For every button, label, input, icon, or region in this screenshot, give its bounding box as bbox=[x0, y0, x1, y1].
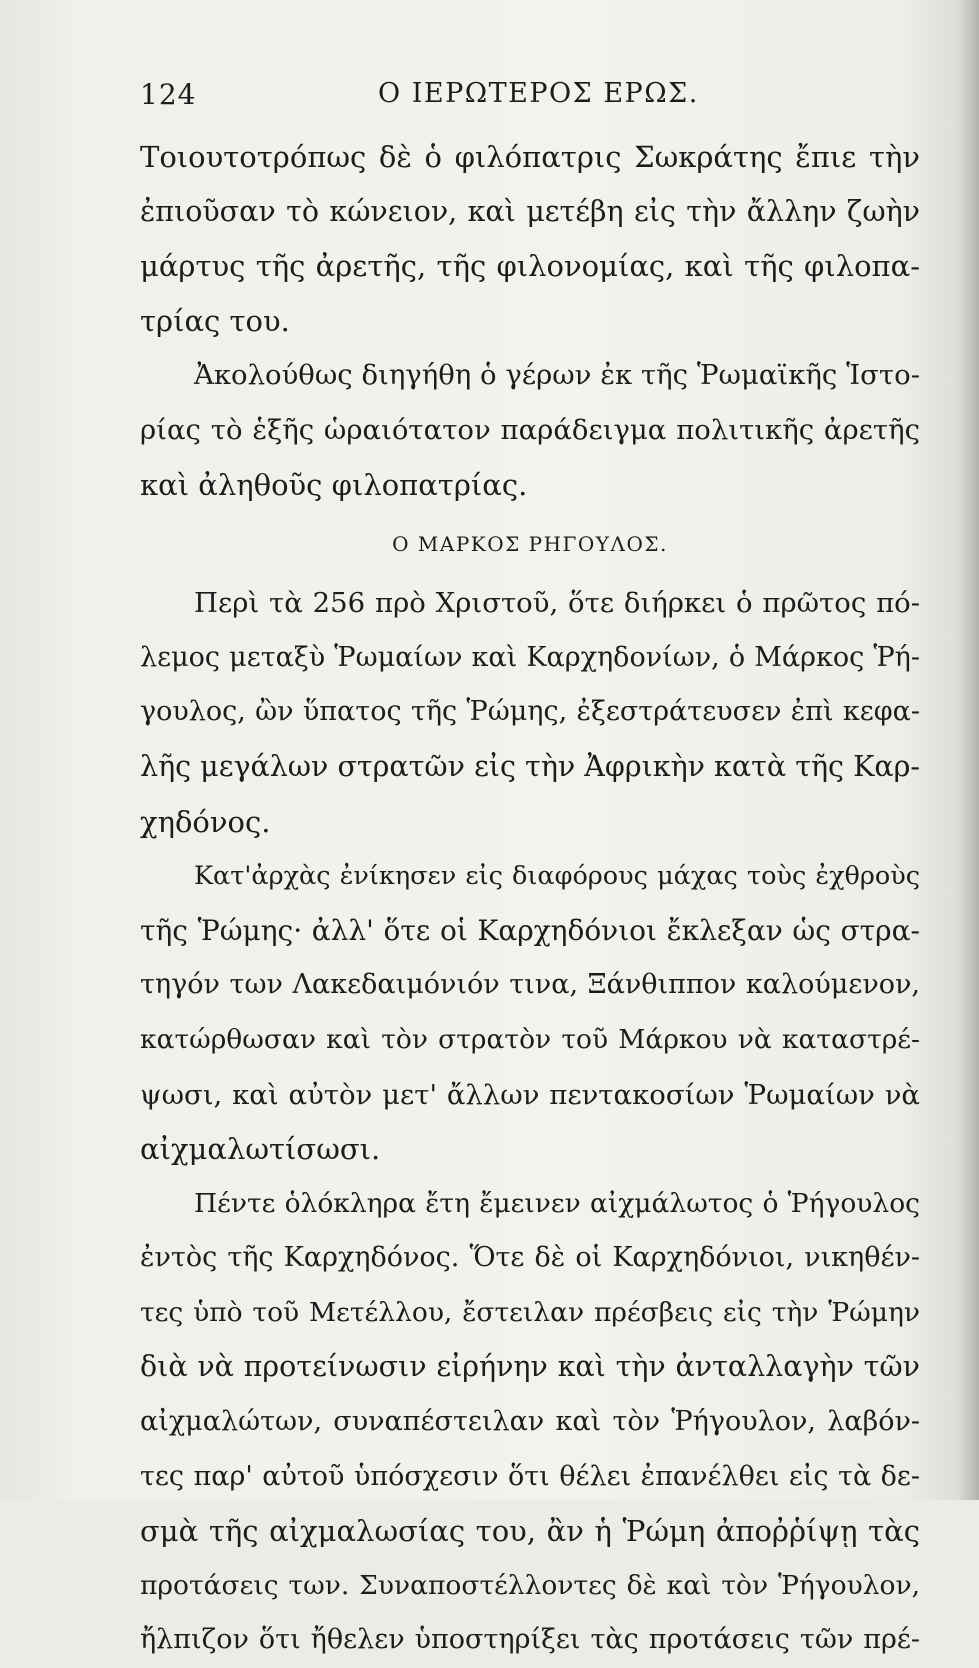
text-line: ρίας τὸ ἑξῆς ὡραιότατον παράδειγμα πολιτικῆς ἀρετῆς bbox=[140, 413, 920, 446]
text-line: Τοιουτοτρόπως δὲ ὁ φιλόπατρις Σωκράτης ἔπιε τὴν bbox=[140, 140, 920, 174]
text-line: γουλος, ὢν ὕπατος τῆς Ῥώμης, ἐξεστράτευσεν ἐπὶ κεφα- bbox=[140, 696, 920, 728]
section-heading: Ο ΜΑΡΚΟΣ ΡΗΓΟΥΛΟΣ. bbox=[392, 532, 668, 557]
text-line: ἐπιοῦσαν τὸ κώνειον, καὶ μετέβη εἰς τὴν ἄλλην ζωὴν bbox=[140, 194, 920, 228]
running-title: Ο ΙΕΡΩΤΕΡΟΣ ΕΡΩΣ. bbox=[378, 78, 699, 109]
text-line: ἤλπιζον ὅτι ἤθελεν ὑποστηρίξει τὰς προτάσεις τῶν πρέ- bbox=[140, 1624, 920, 1656]
text-line: τρίας του. bbox=[140, 303, 290, 338]
text-line: ψωσι, καὶ αὐτὸν μετ' ἄλλων πεντακοσίων Ῥωμαίων νὰ bbox=[140, 1078, 920, 1111]
text-line: αἰχμαλωτίσωσι. bbox=[140, 1132, 381, 1167]
text-line: Πέντε ὁλόκληρα ἔτη ἔμεινεν αἰχμάλωτος ὁ Ῥήγουλος bbox=[194, 1187, 920, 1219]
page-number: 124 bbox=[140, 78, 197, 111]
text-line: Περὶ τὰ 256 πρὸ Χριστοῦ, ὅτε διήρκει ὁ πρῶτος πό- bbox=[194, 587, 920, 620]
text-line: προτάσεις των. Συναποστέλλοντες δὲ καὶ τὸν Ῥήγουλον, bbox=[140, 1569, 920, 1601]
page-spine-shadow bbox=[957, 0, 979, 1500]
text-line: τηγόν των Λακεδαιμόνιόν τινα, Ξάνθιππον καλούμενον, bbox=[140, 969, 920, 1001]
text-line: καὶ ἀληθοῦς φιλοπατρίας. bbox=[140, 467, 528, 502]
body-text bbox=[140, 130, 920, 1668]
text-line: λῆς μεγάλων στρατῶν εἰς τὴν Ἀφρικὴν κατὰ τῆς Καρ- bbox=[140, 749, 920, 783]
text-line: διὰ νὰ προτείνωσιν εἰρήνην καὶ τὴν ἀνταλλαγὴν τῶν bbox=[140, 1350, 920, 1384]
text-line: σμὰ τῆς αἰχμαλωσίας του, ἂν ἡ Ῥώμη ἀποῤῥίψῃ τὰς bbox=[140, 1514, 920, 1549]
page-header bbox=[140, 78, 920, 118]
text-line: κατώρθωσαν καὶ τὸν στρατὸν τοῦ Μάρκου νὰ καταστρέ- bbox=[140, 1023, 920, 1055]
text-line: ἐντὸς τῆς Καρχηδόνος. Ὅτε δὲ οἱ Καρχηδόνιοι, νικηθέν- bbox=[140, 1242, 920, 1274]
text-line: τες παρ' αὐτοῦ ὑπόσχεσιν ὅτι θέλει ἐπανέλθει εἰς τὰ δε- bbox=[140, 1460, 920, 1492]
text-line: χηδόνος. bbox=[140, 804, 271, 839]
text-line: τες ὑπὸ τοῦ Μετέλλου, ἔστειλαν πρέσβεις εἰς τὴν Ῥώμην bbox=[140, 1296, 920, 1328]
text-line: Κατ'ἀρχὰς ἐνίκησεν εἰς διαφόρους μάχας τοὺς ἐχθροὺς bbox=[194, 861, 920, 892]
text-line: Ἀκολούθως διηγήθη ὁ γέρων ἐκ τῆς Ῥωμαϊκῆς Ἱστο- bbox=[194, 359, 920, 392]
text-line: μάρτυς τῆς ἀρετῆς, τῆς φιλονομίας, καὶ τῆς φιλοπα- bbox=[140, 249, 920, 284]
text-line: τῆς Ῥώμης· ἀλλ' ὅτε οἱ Καρχηδόνιοι ἔκλεξαν ὡς στρα- bbox=[140, 913, 920, 947]
text-line: αἰχμαλώτων, συναπέστειλαν καὶ τὸν Ῥήγουλον, λαβόν- bbox=[140, 1406, 920, 1438]
text-line: λεμος μεταξὺ Ῥωμαίων καὶ Καρχηδονίων, ὁ Μάρκος Ῥή- bbox=[140, 641, 920, 673]
